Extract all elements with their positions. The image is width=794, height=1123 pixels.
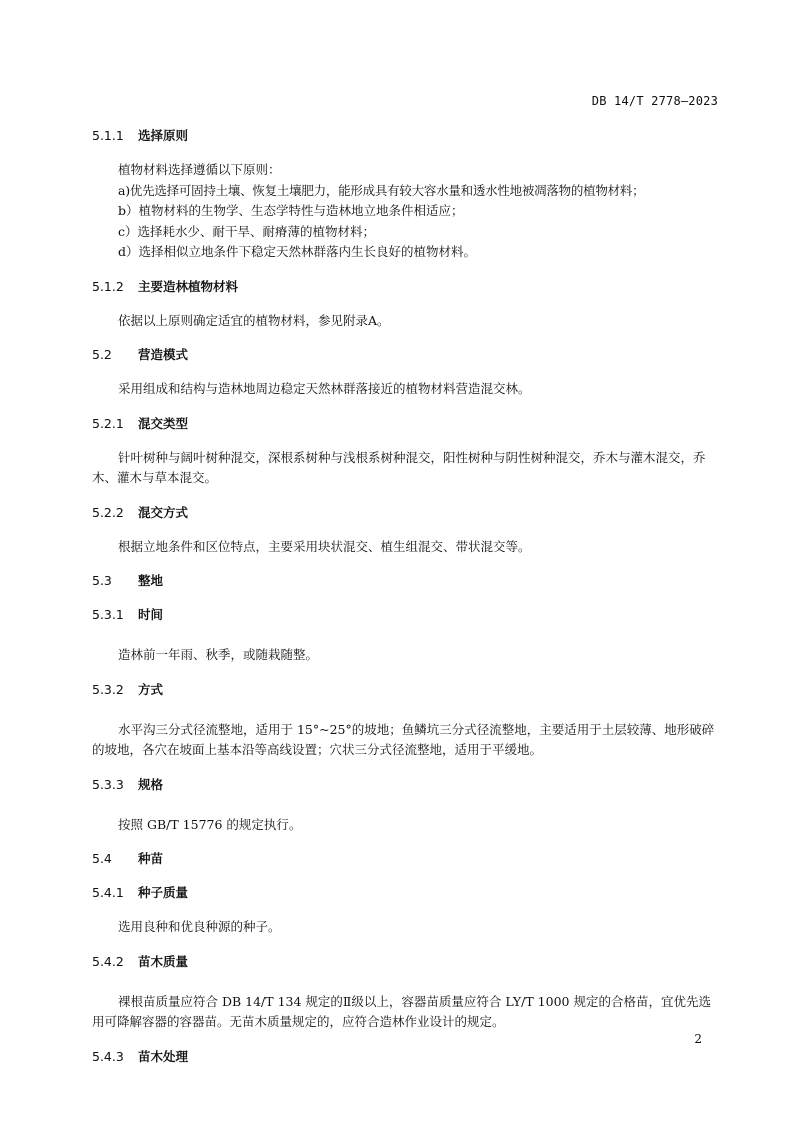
- section-title: 主要造林植物材料: [138, 278, 239, 294]
- section-heading-5-1-2: [92, 277, 722, 297]
- section-number: 5.3: [92, 573, 112, 588]
- paragraph: 根据立地条件和区位特点，主要采用块状混交、植生组混交、带状混交等。: [118, 538, 531, 554]
- section-number: 5.1.2: [92, 278, 124, 294]
- section-heading-5-3-3: [92, 775, 722, 795]
- list-line: c）选择耗水少、耐干旱、耐瘠薄的植物材料；: [118, 223, 376, 239]
- paragraph: 针叶树种与阔叶树种混交，深根系树种与浅根系树种混交，阳性树种与阴性树种混交，乔木与灌木混交，乔木、灌木与草本混交。: [92, 449, 706, 485]
- document-header-id: DB 14/T 2778—2023: [591, 94, 718, 108]
- section-number: 5.1.1: [92, 128, 124, 143]
- section-title: 方式: [138, 681, 164, 697]
- section-heading-5-1-1: [92, 126, 722, 146]
- section-title: 规格: [138, 776, 164, 792]
- section-heading-5-2: [92, 345, 722, 365]
- section-title: 营造模式: [138, 347, 189, 362]
- section-title: 苗木质量: [138, 953, 189, 969]
- section-number: 5.4.2: [92, 953, 124, 969]
- section-heading-5-3: [92, 571, 722, 591]
- section-heading-5-4: [92, 849, 722, 869]
- section-heading-5-3-1: [92, 605, 722, 625]
- section-heading-5-2-2: [92, 503, 722, 523]
- section-number: 5.2: [92, 347, 112, 362]
- section-number: 5.4: [92, 851, 112, 866]
- paragraph: 采用组成和结构与造林地周边稳定天然林群落接近的植物材料营造混交林。: [118, 381, 531, 396]
- section-title: 整地: [138, 573, 164, 588]
- page-number: 2: [694, 1032, 702, 1046]
- document-body: [92, 126, 722, 1081]
- paragraph: 裸根苗质量应符合 DB 14/T 134 规定的Ⅱ级以上，容器苗质量应符合 LY/T 1000 规定的合格苗，宜优先选用可降解容器的容器苗。无苗木质量规定的，应符合造林作业设计的规定。: [92, 993, 711, 1029]
- section-title: 时间: [138, 607, 164, 622]
- section-number: 5.2.1: [92, 415, 124, 431]
- section-heading-5-4-3: [92, 1047, 722, 1067]
- list-line: 植物材料选择遵循以下原则：: [118, 162, 281, 177]
- list-line: b）植物材料的生物学、生态学特性与造林地立地条件相适应；: [118, 203, 464, 218]
- section-number: 5.2.2: [92, 504, 124, 520]
- section-number: 5.3.3: [92, 776, 124, 792]
- list-line: d）选择相似立地条件下稳定天然林群落内生长良好的植物材料。: [118, 244, 477, 259]
- section-heading-5-4-2: [92, 952, 722, 972]
- section-number: 5.3.1: [92, 607, 124, 622]
- section-heading-5-4-1: [92, 883, 722, 903]
- paragraph: 依据以上原则确定适宜的植物材料，参见附录A。: [118, 312, 390, 328]
- section-title: 混交方式: [138, 504, 189, 520]
- paragraph: 造林前一年雨、秋季，或随栽随整。: [118, 647, 319, 662]
- section-heading-5-2-1: [92, 414, 722, 434]
- section-number: 5.4.1: [92, 885, 124, 900]
- section-number: 5.3.2: [92, 681, 124, 697]
- list-line: a)优先选择可固持土壤、恢复土壤肥力，能形成具有较大容水量和透水性地被凋落物的植物材料；: [118, 182, 645, 198]
- section-number: 5.4.3: [92, 1048, 124, 1064]
- selection-principles-list: [92, 160, 722, 263]
- section-title: 种子质量: [138, 885, 189, 900]
- section-title: 种苗: [138, 851, 164, 866]
- paragraph: 水平沟三分式径流整地，适用于 15°~25°的坡地；鱼鳞坑三分式径流整地，主要适用于土层较薄、地形破碎的坡地，各穴在坡面上基本沿等高线设置；穴状三分式径流整地，适用于平缓地。: [92, 721, 715, 757]
- section-title: 苗木处理: [138, 1048, 189, 1064]
- section-title: 混交类型: [138, 415, 189, 431]
- paragraph: 选用良种和优良种源的种子。: [118, 919, 281, 934]
- section-heading-5-3-2: [92, 680, 722, 700]
- paragraph: 按照 GB/T 15776 的规定执行。: [118, 816, 302, 832]
- section-title: 选择原则: [138, 128, 189, 143]
